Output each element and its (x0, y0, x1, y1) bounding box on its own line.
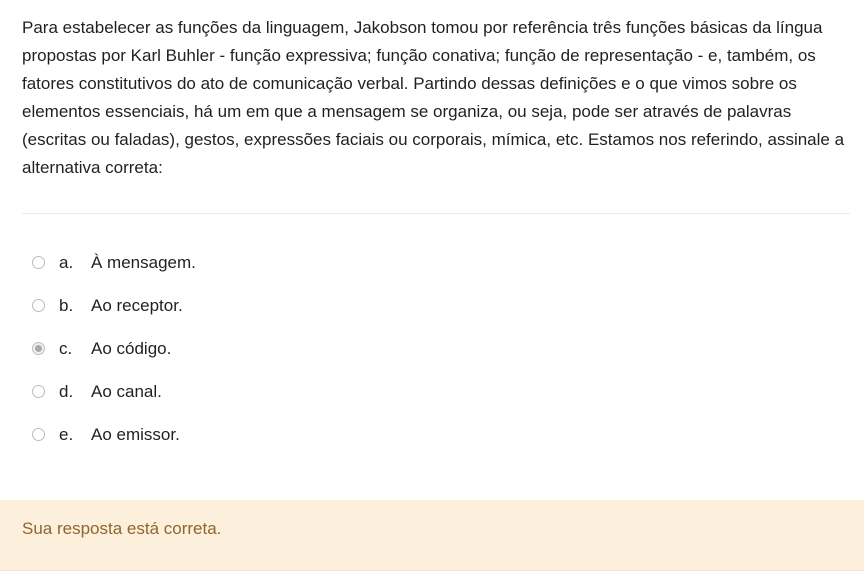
feedback-text: Sua resposta está correta. (22, 519, 222, 538)
answer-label: Ao emissor. (91, 424, 180, 444)
answer-letter: c. (59, 338, 73, 358)
answer-option-e[interactable] (32, 413, 832, 456)
feedback-panel (0, 500, 864, 571)
answer-letter: d. (59, 381, 74, 401)
answer-letter: a. (59, 252, 74, 272)
answer-letter: e. (59, 424, 74, 444)
radio-button[interactable] (32, 428, 45, 441)
answer-option-c[interactable] (32, 327, 832, 370)
radio-button-selected[interactable] (32, 342, 45, 355)
answer-option-a[interactable] (32, 241, 832, 284)
question-text: Para estabelecer as funções da linguagem, Jakobson tomou por referência três funções básicas da língua propostas por Karl Buhler - função expressiva; função conativa; função de representação - e, também, os fatores constitutivos do ato de comunicação verbal. Partindo dessas definições e o que vimos sobre os elementos essenciais, há um em que a mensagem se organiza, ou seja, pode ser através de palavras (escritas ou faladas), gestos, expressões faciais ou corporais, mímica, etc. Estamos nos referindo, assinale a alternativa correta: (22, 18, 845, 177)
answer-option-d[interactable] (32, 370, 832, 413)
answer-option-b[interactable] (32, 284, 832, 327)
answer-label: Ao receptor. (91, 295, 183, 315)
divider (22, 213, 850, 214)
answer-label: À mensagem. (91, 252, 196, 272)
answer-list (32, 241, 832, 456)
radio-button[interactable] (32, 385, 45, 398)
answer-label: Ao canal. (91, 381, 162, 401)
radio-button[interactable] (32, 256, 45, 269)
answer-label: Ao código. (91, 338, 172, 358)
answer-letter: b. (59, 295, 74, 315)
radio-button[interactable] (32, 299, 45, 312)
